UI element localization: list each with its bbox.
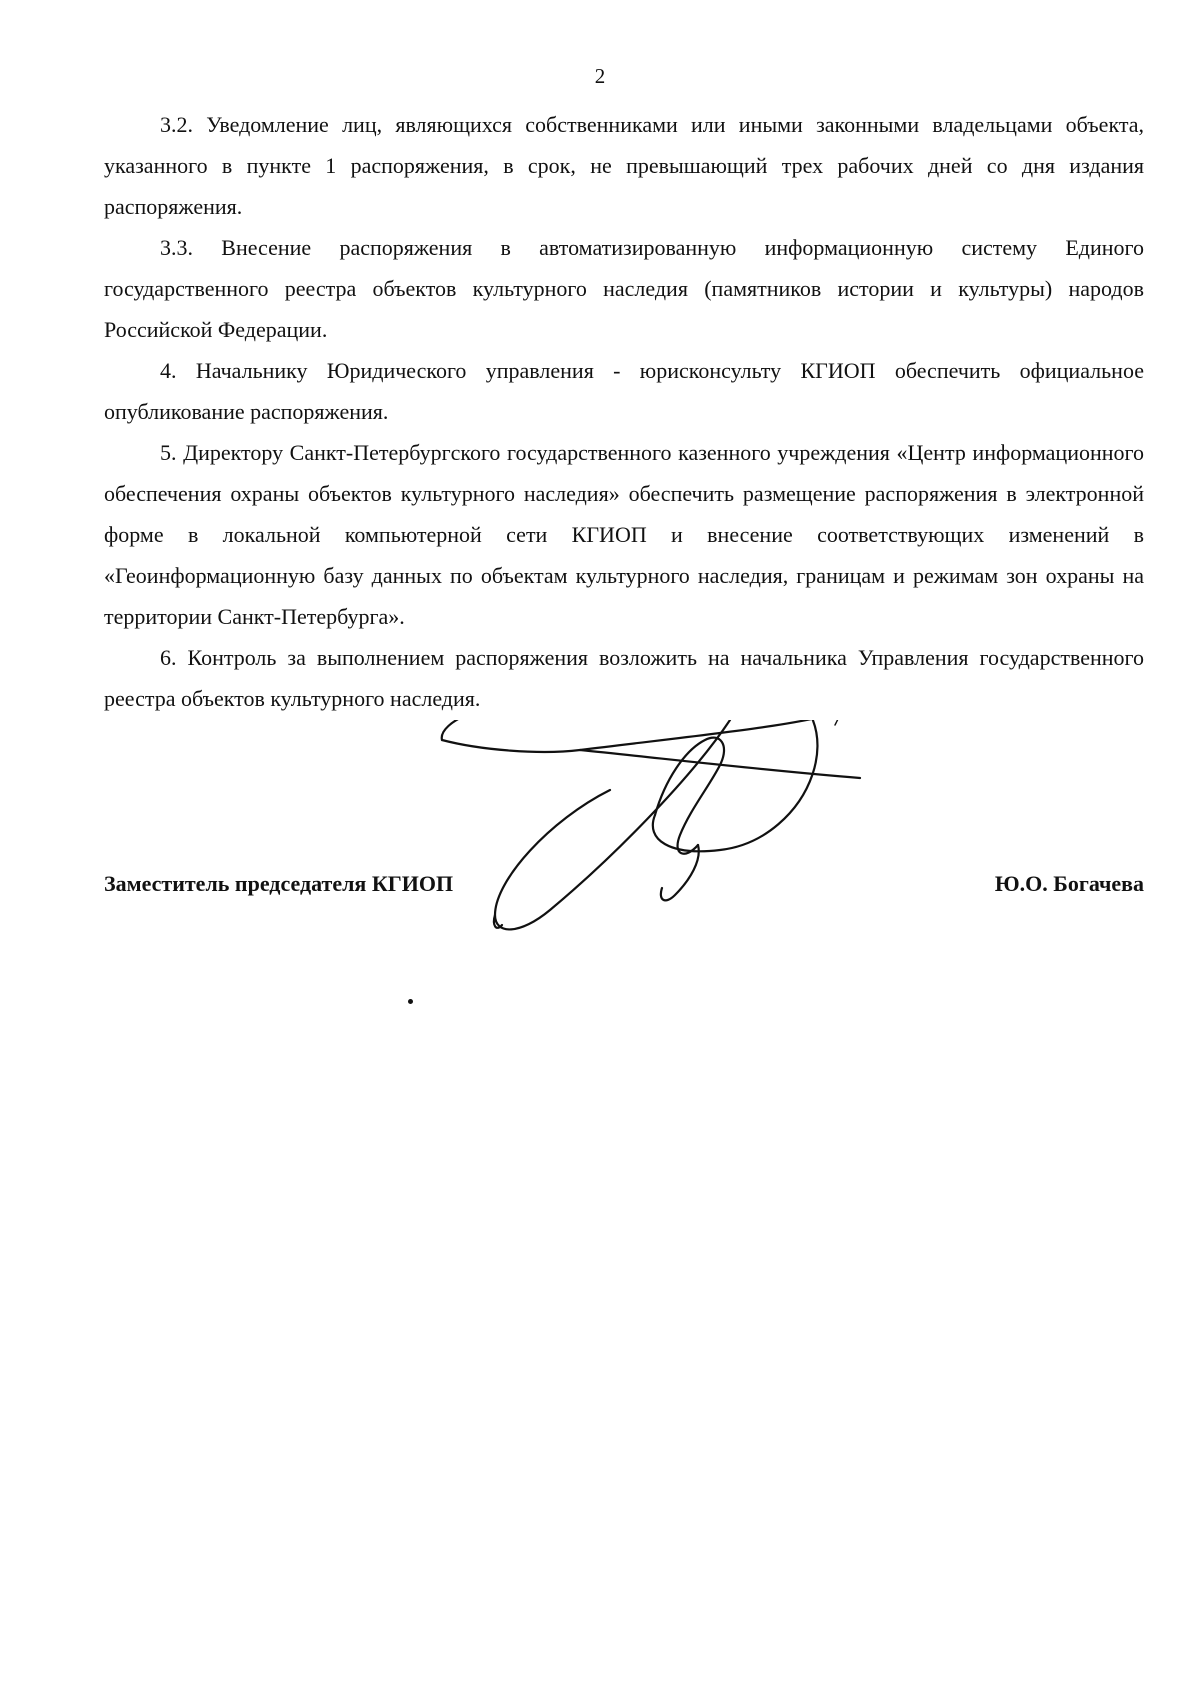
page-number: 2 <box>594 64 606 88</box>
paragraph-3-2: 3.2. Уведомление лиц, являющихся собственниками или иными законными владельцами объекта, указанного в пункте 1 распоряжения, в срок, не превышающий трех рабочих дней со дня издания распоряжения. <box>104 112 1144 219</box>
signer-title: Заместитель председателя КГИОП <box>104 871 454 896</box>
paragraph-6: 6. Контроль за выполнением распоряжения возложить на начальника Управления государственного реестра объектов культурного наследия. <box>104 645 1144 711</box>
document-body <box>104 104 1144 719</box>
paragraph-5: 5. Директору Санкт-Петербургского государственного казенного учреждения «Центр информационного обеспечения охраны объектов культурного наследия» обеспечить размещение распоряжения в электронной форме в локальной компьютерной сети КГИОП и внесение соответствующих изменений в «Геоинформационную базу данных по объектам культурного наследия, границам и режимам зон охраны на территории Санкт-Петербурга». <box>104 440 1144 629</box>
paragraph-4: 4. Начальнику Юридического управления - юрисконсульту КГИОП обеспечить официальное опубликование распоряжения. <box>104 358 1144 424</box>
stray-dot <box>408 999 413 1004</box>
signer-name: Ю.О. Богачева <box>994 871 1144 896</box>
handwritten-signature <box>440 720 920 1010</box>
paragraph-3-3: 3.3. Внесение распоряжения в автоматизированную информационную систему Единого государственного реестра объектов культурного наследия (памятников истории и культуры) народов Российской Федерации. <box>104 235 1144 342</box>
